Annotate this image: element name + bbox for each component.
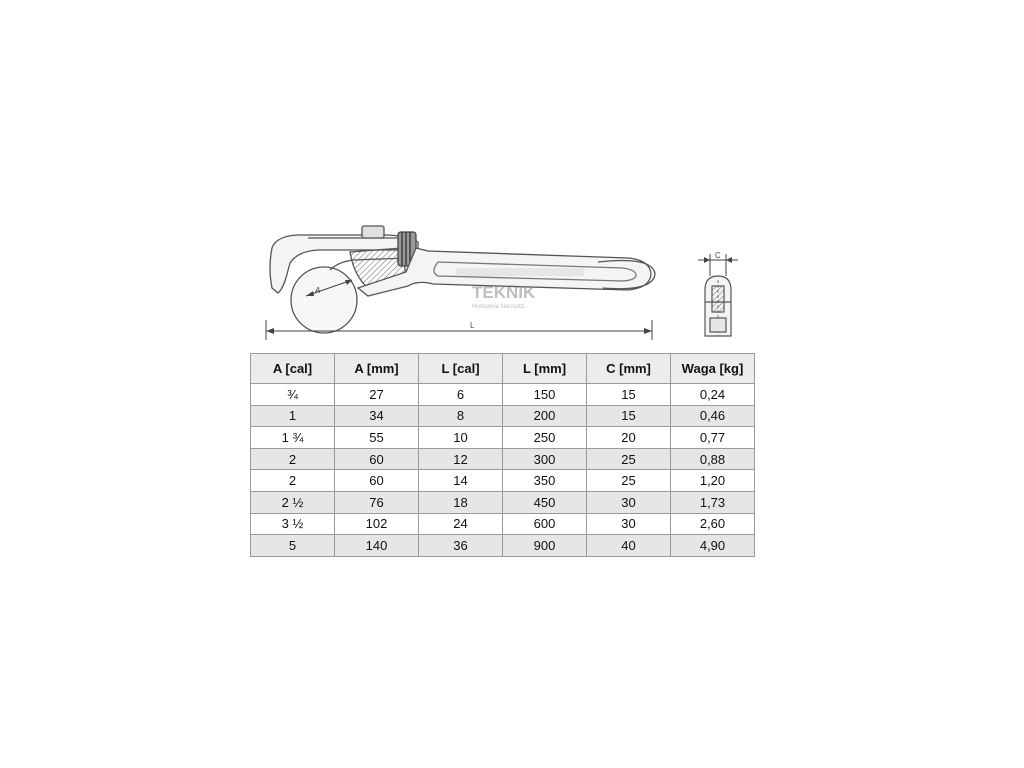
table-row	[251, 513, 755, 535]
teknik-watermark	[456, 268, 584, 310]
table-cell: 30	[587, 513, 671, 535]
header-l-mm: L [mm]	[503, 354, 587, 384]
table-cell: 15	[587, 405, 671, 427]
table-cell: 0,46	[671, 405, 755, 427]
table-cell: 0,77	[671, 427, 755, 449]
table-cell: 24	[419, 513, 503, 535]
watermark-tagline: Hurtownia Narzędzi	[472, 304, 525, 310]
table-cell: ¾	[251, 384, 335, 406]
table-cell: 0,88	[671, 448, 755, 470]
table-cell: 55	[335, 427, 419, 449]
table-cell: 6	[419, 384, 503, 406]
table-cell: 0,24	[671, 384, 755, 406]
table-cell: 150	[503, 384, 587, 406]
table-body	[251, 384, 755, 557]
table-row	[251, 384, 755, 406]
wrench-end-view	[698, 254, 738, 336]
table-cell: 300	[503, 448, 587, 470]
table-cell: 36	[419, 535, 503, 557]
table-cell: 600	[503, 513, 587, 535]
table-cell: 1,73	[671, 491, 755, 513]
table-header-row	[251, 354, 755, 384]
table-cell: 27	[335, 384, 419, 406]
table-row	[251, 491, 755, 513]
pipe-circle	[291, 267, 357, 333]
table-cell: 76	[335, 491, 419, 513]
table-cell: 3 ½	[251, 513, 335, 535]
table-cell: 60	[335, 470, 419, 492]
table-cell: 10	[419, 427, 503, 449]
table-cell: 25	[587, 470, 671, 492]
dimension-l-label: L	[470, 321, 475, 330]
table-cell: 40	[587, 535, 671, 557]
watermark-brand: TEKNIK	[472, 283, 536, 302]
dimension-c-label: C	[715, 251, 721, 260]
table-cell: 200	[503, 405, 587, 427]
header-a-mm: A [mm]	[335, 354, 419, 384]
table-cell: 1	[251, 405, 335, 427]
table-cell: 2,60	[671, 513, 755, 535]
table-cell: 350	[503, 470, 587, 492]
table-cell: 15	[587, 384, 671, 406]
table-header	[251, 354, 755, 384]
table-row	[251, 405, 755, 427]
table-cell: 30	[587, 491, 671, 513]
specification-table	[250, 353, 755, 557]
table-cell: 12	[419, 448, 503, 470]
header-c-mm: C [mm]	[587, 354, 671, 384]
header-l-cal: L [cal]	[419, 354, 503, 384]
table-cell: 8	[419, 405, 503, 427]
table-cell: 25	[587, 448, 671, 470]
table-row	[251, 427, 755, 449]
table-cell: 450	[503, 491, 587, 513]
table-cell: 60	[335, 448, 419, 470]
header-weight-kg: Waga [kg]	[671, 354, 755, 384]
table-cell: 20	[587, 427, 671, 449]
table-cell: 14	[419, 470, 503, 492]
table-cell: 2	[251, 470, 335, 492]
table-cell: 2	[251, 448, 335, 470]
table-row	[251, 535, 755, 557]
table-cell: 34	[335, 405, 419, 427]
table-cell: 102	[335, 513, 419, 535]
table-cell: 4,90	[671, 535, 755, 557]
table-cell: 250	[503, 427, 587, 449]
table-row	[251, 470, 755, 492]
dimension-a-label: A	[315, 286, 321, 295]
table-cell: 2 ½	[251, 491, 335, 513]
table-cell: 140	[335, 535, 419, 557]
table-row	[251, 448, 755, 470]
wrench-side-view	[270, 226, 655, 333]
table-cell: 5	[251, 535, 335, 557]
table-cell: 900	[503, 535, 587, 557]
table-cell: 1 ¾	[251, 427, 335, 449]
pipe-wrench-drawing	[258, 218, 758, 348]
header-a-cal: A [cal]	[251, 354, 335, 384]
table-cell: 18	[419, 491, 503, 513]
table-cell: 1,20	[671, 470, 755, 492]
